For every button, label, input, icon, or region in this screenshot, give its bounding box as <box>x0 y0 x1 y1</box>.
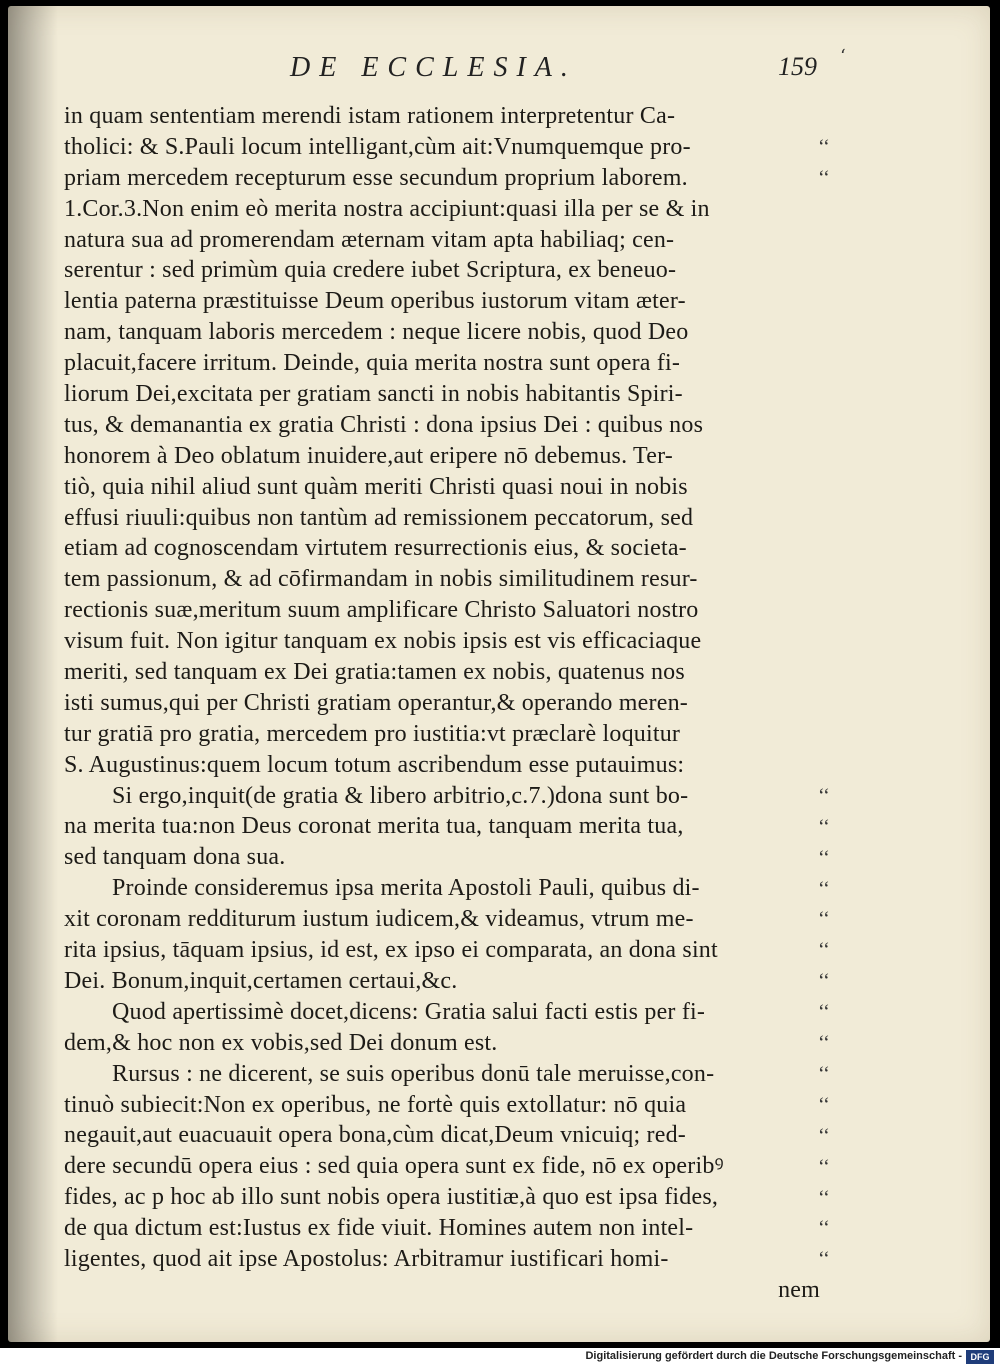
text-line: ligentes, quod ait ipse Apostolus: Arbitramur iustificari homi- <box>64 1245 669 1272</box>
text-line: fides, ac p hoc ab illo sunt nobis opera iustitiæ,à quo est ipsa fides, <box>64 1184 719 1211</box>
margin-quote-mark: ‘‘ <box>818 166 830 189</box>
text-line: nam, tanquam laboris mercedem : neque licere nobis, quod Deo <box>64 319 689 346</box>
text-line: S. Augustinus:quem locum totum ascribendum esse putauimus: <box>64 751 685 778</box>
footer-bar <box>0 1348 1000 1367</box>
margin-quote-mark: ‘‘ <box>818 1124 830 1147</box>
text-line: meriti, sed tanquam ex Dei gratia:tamen ex nobis, quatenus nos <box>64 659 685 686</box>
funding-credit: Digitalisierung gefördert durch die Deutsche Forschungsgemeinschaft - <box>585 1350 962 1362</box>
text-line: priam mercedem recepturum esse secundum proprium laborem. <box>64 164 688 191</box>
body-text <box>64 101 824 1306</box>
margin-quote-mark: ‘‘ <box>818 1062 830 1085</box>
text-line: Si ergo,inquit(de gratia & libero arbitrio,c.7.)dona sunt bo- <box>112 782 689 809</box>
text-line: rita ipsius, tāquam ipsius, id est, ex ipso ei comparata, an dona sint <box>64 937 718 964</box>
text-line: Proinde consideremus ipsa merita Apostoli Pauli, quibus di- <box>112 875 700 902</box>
text-line: isti sumus,qui per Christi gratiam operantur,& operando meren- <box>64 689 688 716</box>
text-line: xit coronam redditurum iustum iudicem,& videamus, vtrum me- <box>64 906 694 933</box>
text-line: tem passionum, & ad cōfirmandam in nobis similitudinem resur- <box>64 566 698 593</box>
text-line: sed tanquam dona sua. <box>64 844 286 871</box>
text-line: visum fuit. Non igitur tanquam ex nobis ipsis est vis efficaciaque <box>64 628 702 655</box>
margin-quote-mark: ‘‘ <box>818 939 830 962</box>
margin-quote-mark: ‘‘ <box>818 135 830 158</box>
margin-quote-mark: ‘‘ <box>818 1186 830 1209</box>
text-line: nem <box>778 1276 820 1303</box>
margin-quote-mark: ‘‘ <box>818 1001 830 1024</box>
margin-quote-mark: ‘‘ <box>818 1032 830 1054</box>
page-number: 159 <box>778 52 817 81</box>
margin-quote-mark: ‘‘ <box>818 1217 830 1240</box>
text-line: etiam ad cognoscendam virtutem resurrectionis eius, & societa- <box>64 535 687 562</box>
text-line: Quod apertissimè docet,dicens: Gratia salui facti estis per fi- <box>112 998 706 1025</box>
text-line: serentur : sed primùm quia credere iubet Scriptura, ex beneuo- <box>64 257 677 284</box>
text-line: rectionis suæ,meritum suum amplificare Christo Saluatori nostro <box>64 597 699 624</box>
text-line: Rursus : ne dicerent, se suis operibus donū tale meruisse,con- <box>112 1060 715 1087</box>
text-line: tur gratiā pro gratia, mercedem pro iustitia:vt præclarè loquitur <box>64 720 681 747</box>
margin-quote-mark: ‘‘ <box>818 1093 830 1116</box>
text-line: placuit,facere irritum. Deinde, quia merita nostra sunt opera fi- <box>64 350 681 377</box>
text-line: tinuò subiecit:Non ex operibus, ne fortè quis extollatur: nō quia <box>64 1091 687 1118</box>
text-line: 1.Cor.3.Non enim eò merita nostra accipiunt:quasi illa per se & in <box>64 195 710 222</box>
text-line: dere secundū opera eius : sed quia opera sunt ex fide, nō ex operibꝰ <box>64 1153 724 1180</box>
page-header <box>0 46 1000 92</box>
text-line: lentia paterna præstituisse Deum operibus iustorum vitam æter- <box>64 288 686 315</box>
dfg-logo: DFG <box>966 1350 994 1364</box>
text-line: na merita tua:non Deus coronat merita tua, tanquam merita tua, <box>64 813 684 840</box>
text-line: dem,& hoc non ex vobis,sed Dei donum est. <box>64 1029 498 1056</box>
text-line: liorum Dei,excitata per gratiam sancti in nobis habitantis Spiri- <box>64 381 683 408</box>
text-line: natura sua ad promerendam æternam vitam apta habiliaq; cen- <box>64 226 675 253</box>
margin-quote-mark: ‘‘ <box>818 877 830 900</box>
header-margin-mark: ‘ <box>840 46 846 67</box>
text-line: tus, & demanantia ex gratia Christi : dona ipsius Dei : quibus nos <box>64 411 704 438</box>
text-line: Dei. Bonum,inquit,certamen certaui,&c. <box>64 967 458 994</box>
margin-quote-mark: ‘‘ <box>818 784 830 807</box>
margin-quote-mark: ‘‘ <box>818 1155 830 1178</box>
margin-quote-mark: ‘‘ <box>818 970 830 993</box>
margin-quote-mark: ‘‘ <box>818 1248 830 1271</box>
margin-quote-mark: ‘‘ <box>818 908 830 931</box>
text-line: effusi riuuli:quibus non tantùm ad remissionem peccatorum, sed <box>64 504 694 531</box>
text-line: tholici: & S.Pauli locum intelligant,cùm ait:Vnumquemque pro- <box>64 133 691 160</box>
margin-quote-mark: ‘‘ <box>818 846 830 869</box>
text-line: tiò, quia nihil aliud sunt quàm meriti Christi quasi noui in nobis <box>64 473 688 500</box>
text-line: negauit,aut euacuauit opera bona,cùm dicat,Deum vnicuiq; red- <box>64 1122 686 1149</box>
margin-quote-mark: ‘‘ <box>818 815 830 838</box>
text-line: honorem à Deo oblatum inuidere,aut eripere nō debemus. Ter- <box>64 442 673 469</box>
text-line: in quam sententiam merendi istam rationem interpretentur Ca- <box>64 103 676 129</box>
page-gutter-shadow <box>8 6 58 1342</box>
running-title: DE ECCLESIA. <box>290 52 577 83</box>
text-line: de qua dictum est:Iustus ex fide viuit. Homines autem non intel- <box>64 1215 694 1242</box>
